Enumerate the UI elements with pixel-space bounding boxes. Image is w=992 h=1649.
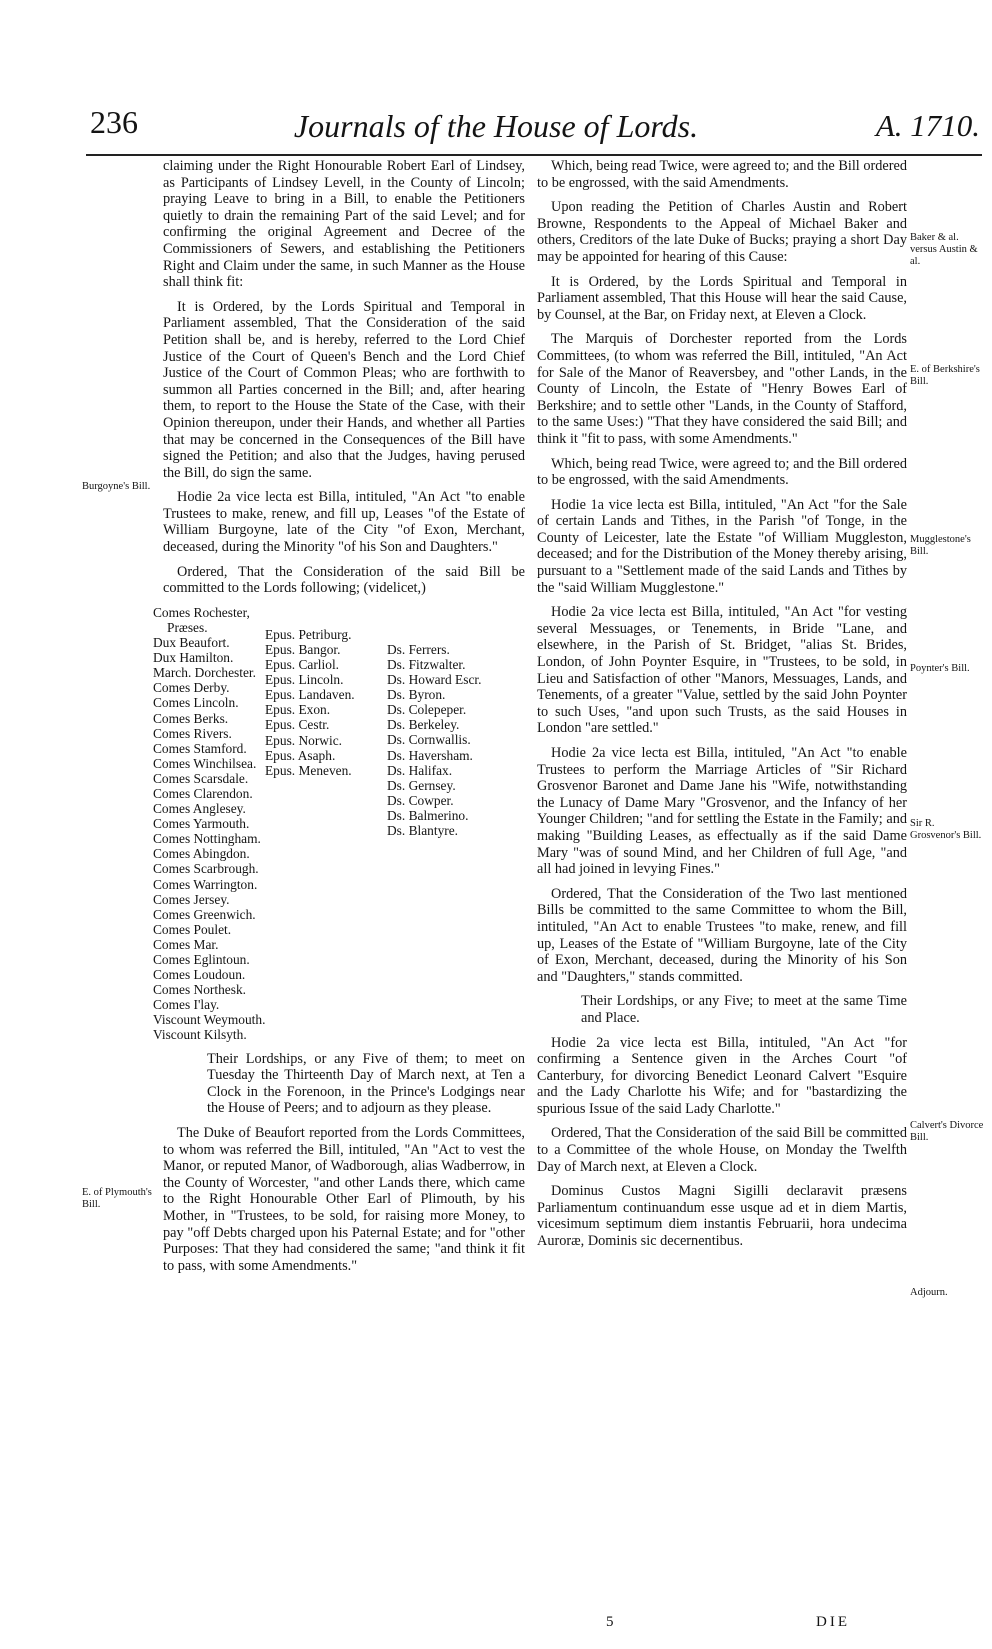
left-column: [153, 158, 525, 1282]
lord-entry: Comes Greenwich.: [153, 906, 256, 922]
year-label: A. 1710.: [875, 108, 980, 143]
lord-entry: Comes Winchilsea.: [153, 755, 257, 771]
margin-note-muggleston: Mugglestone's Bill.: [910, 534, 971, 557]
bishop-entry: Epus. Petriburg.: [265, 626, 352, 642]
bishop-entry: Epus. Cestr.: [265, 717, 330, 733]
lord-entry: Viscount Kilsyth.: [153, 1027, 247, 1043]
margin-note-poynter: Poynter's Bill.: [910, 663, 970, 674]
margin-note-adjourn: Adjourn.: [910, 1287, 948, 1298]
bishop-entry: Epus. Meneven.: [265, 762, 352, 778]
lord-entry: Comes Jersey.: [153, 891, 230, 907]
lords-column-bishops: [265, 605, 387, 1043]
paragraph-agreed-1: Which, being read Twice, were agreed to; and the Bill ordered to be engrossed, with the said Amendments.: [537, 158, 908, 191]
margin-note-plymouth: E. of Plymouth's Bill.: [82, 1187, 152, 1210]
margin-note-berkshire: E. of Berkshire's Bill.: [910, 364, 980, 387]
lord-entry: Viscount Weymouth.: [153, 1012, 266, 1028]
lord-entry: Comes Clarendon.: [153, 785, 253, 801]
lord-entry: Præses.: [167, 619, 208, 635]
paragraph-grosvenor-bill: Hodie 2a vice lecta est Billa, intituled, "An Act "to enable Trustees to perform the Marriage Articles of "Sir Richard Grosvenor Baronet and Dame Jane his "Wife, notwithstanding the Lunacy of Dame Mary "Grosvenor, and the Infancy of her Younger Children; "and for settling the Estate in the Family; and making "Building Leases, as effectually as if the said Dame Mary "was of sound Mind, and her Children of full Age, "and all had joined in levying Fines.": [537, 745, 907, 878]
paragraph-hearing-order: It is Ordered, by the Lords Spiritual and Temporal in Parliament assembled, That this House will hear the said Cause, by Counsel, at the Bar, on Friday next, at Eleven a Clock.: [537, 273, 907, 323]
paragraph-burgoyne-bill: Hodie 2a vice lecta est Billa, intituled, "An Act "to enable Trustees to make, renew, and fill up, Leases "of the Estate of William Burgoyne, late of the City "of Exon, Merchant, deceased, during the Minority "of his Son and Daughters.": [163, 489, 525, 556]
paragraph-muggleston-bill: Hodie 1a vice lecta est Billa, intituled, "An Act "for the Sale of certain Lands and Tithes, in the Parish "of Tonge, in the County of Leicester, late the Estate "of William Muggleston, deceased; and for the Distribution of the Money thereby arising, pursuant to a "Settlement made of the said Lands and Tithes by the "said William Mugglestone.": [537, 496, 907, 596]
catchword: DIE: [816, 1614, 850, 1630]
signature-mark: 5: [606, 1614, 614, 1630]
paragraph-meeting: Their Lordships, or any Five of them; to meet on Tuesday the Thirteenth Day of March next, at Ten a Clock in the Forenoon, in the Prince's Lodgings near the House of Peers; and to adjourn as they please.: [207, 1050, 525, 1117]
paragraph-committed-order: Ordered, That the Consideration of the Two last mentioned Bills be committed to the same Committee to whom the Bill, intituled, "An Act to enable Trustees "to make, renew, and fill up, Leases of the Estate of "William Burgoyne, late of the City of Exon, Merchant, deceased, during the Minority of his Son and "Daughters," stands committed.: [537, 885, 907, 985]
bishop-entry: Epus. Carliol.: [265, 657, 340, 673]
paragraph-meeting-2: Their Lordships, or any Five; to meet at the same Time and Place.: [581, 993, 907, 1026]
lord-entry: Comes Rochester,: [153, 604, 250, 620]
lords-column-barons: [387, 605, 507, 1043]
baron-entry: Ds. Halifax.: [387, 762, 453, 778]
baron-entry: Ds. Berkeley.: [387, 717, 460, 733]
lord-entry: Comes Warrington.: [153, 876, 258, 892]
lord-entry: Comes Derby.: [153, 680, 230, 696]
baron-entry: Ds. Cowper.: [387, 792, 454, 808]
paragraph-calvert-bill: Hodie 2a vice lecta est Billa, intituled, "An Act "for confirming a Sentence given in the Arches Court "of Canterbury, for divorcing Benedict Leonard Calvert "Esquire and the Lady Charlotte his Wife; and for "bastardizing the spurious Issue of the said Lady Charlotte.": [537, 1034, 907, 1117]
lord-entry: Comes Northesk.: [153, 982, 246, 998]
paragraph-committee-order: Ordered, That the Consideration of the said Bill be committed to the Lords following; (videlicet,): [163, 563, 525, 597]
committee-lords-list: [153, 605, 525, 1043]
baron-entry: Ds. Gernsey.: [387, 777, 456, 793]
baron-entry: Ds. Balmerino.: [387, 807, 469, 823]
lords-column-temporal: [153, 605, 265, 1043]
lord-entry: Dux Hamilton.: [153, 650, 234, 666]
lord-entry: Comes Lincoln.: [153, 695, 239, 711]
lord-entry: Comes Yarmouth.: [153, 816, 250, 832]
bishop-entry: Epus. Bangor.: [265, 641, 341, 657]
lord-entry: Comes I'lay.: [153, 997, 220, 1013]
bishop-entry: Epus. Lincoln.: [265, 672, 344, 688]
lord-entry: Comes Loudoun.: [153, 967, 246, 983]
paragraph-poynter-bill: Hodie 2a vice lecta est Billa, intituled, "An Act "for vesting several Messuages, or Tenements, in Bride "Lane, and elsewhere, in the Parish of St. Bridget, "alias St. Brides, London, of John Poynter Esquire, in "Trustees, to be sold, in Lieu and Satisfaction of other "Manors, Messuages, Lands, and Tenements, of a greater "Value, settled by the said John Poynter to such Uses, "and upon such Trusts, as the said Houses in London "are settled.": [537, 604, 907, 737]
journal-title: Journals of the House of Lords.: [293, 108, 699, 144]
page-header: [0, 104, 992, 154]
baron-entry: Ds. Fitzwalter.: [387, 656, 466, 672]
header-rule: [86, 154, 982, 156]
paragraph-agreed-2: Which, being read Twice, were agreed to; and the Bill ordered to be engrossed, with the said Amendments.: [537, 455, 908, 489]
margin-note-burgoyne: Burgoyne's Bill.: [82, 481, 151, 492]
lord-entry: March. Dorchester.: [153, 665, 256, 681]
paragraph-petition: claiming under the Right Honourable Robert Earl of Lindsey, as Participants of Lindsey Levell, in the County of Lincoln; praying Leave to bring in a Bill, to enable the Petitioners quietly to drain the remaining Part of the said Level; and for confirming the original Agreement and Decree of the Commissioners of Sewers, and establishing the Petitioners Right and Claim under the same, in such Manner as the House shall think fit:: [163, 158, 525, 291]
paragraph-adjournment: Dominus Custos Magni Sigilli declaravit præsens Parliamentum continuandum esse usque ad et in diem Martis, vicesimum septimum diem instantis Februarii, hora undecima Auroræ, Dominis sic decernentibus.: [537, 1183, 907, 1250]
page-number: 236: [90, 104, 138, 140]
margin-note-grosvenor: Sir R. Grosvenor's Bill.: [910, 818, 982, 841]
right-column: [537, 158, 907, 1258]
baron-entry: Ds. Colepeper.: [387, 702, 467, 718]
paragraph-plymouth-report: The Duke of Beaufort reported from the Lords Committees, to whom was referred the Bill, intituled, "An "Act to vest the Manor, or reputed Manor, of Wadborough, alias Wadberrow, in the County of Worcester, "and other Lands there, which came to the Right Honourable Other Earl of Plimouth, by his Mother, in "Trustees, to be sold, for raising more Money, to pay "off Debts charged upon his Paternal Estate; and for "other Purposes: That they had considered the same; "and think it fit to pass, with some Amendments.": [163, 1124, 525, 1274]
lord-entry: Comes Eglintoun.: [153, 952, 250, 967]
baron-entry: Ds. Howard Escr.: [387, 672, 482, 688]
lord-entry: Comes Berks.: [153, 710, 229, 726]
lord-entry: Comes Abingdon.: [153, 846, 250, 862]
baron-entry: Ds. Byron.: [387, 687, 446, 703]
paragraph-austin-petition: Upon reading the Petition of Charles Austin and Robert Browne, Respondents to the Appeal of Michael Baker and others, Creditors of the late Duke of Bucks; praying a short Day may be appointed for hearing of this Cause:: [537, 199, 907, 265]
lord-entry: Comes Anglesey.: [153, 801, 246, 817]
baron-entry: Ds. Cornwallis.: [387, 732, 471, 748]
lord-entry: Comes Nottingham.: [153, 831, 261, 847]
bishop-entry: Epus. Asaph.: [265, 747, 336, 763]
paragraph-order-judges: It is Ordered, by the Lords Spiritual and Temporal in Parliament assembled, That the Consideration of the said Petition shall be, and is hereby, referred to the Lord Chief Justice of the Court of Queen's Bench and the Lord Chief Justice of the Court of Common Pleas; who are forthwith to summon all Parties concerned in the Bill; and, after hearing them, to report to the House the State of the Case, with their Opinion thereupon, under their Hands, and whether all Parties that may be concerned in the Consequences of the Bill have signed the Petition; and also that the Judges, having perused the Bill, do sign the same.: [163, 298, 525, 481]
baron-entry: Ds. Ferrers.: [387, 641, 450, 657]
bishop-entry: Epus. Exon.: [265, 702, 331, 718]
lord-entry: Dux Beaufort.: [153, 635, 230, 651]
bishop-entry: Epus. Norwic.: [265, 732, 342, 748]
lord-entry: Comes Scarsdale.: [153, 770, 249, 786]
lord-entry: Comes Stamford.: [153, 740, 247, 756]
bishop-entry: Epus. Landaven.: [265, 687, 355, 703]
lord-entry: Comes Scarbrough.: [153, 861, 259, 877]
margin-note-calvert: Calvert's Divorce Bill.: [910, 1120, 984, 1143]
margin-note-baker: Baker & al. versus Austin & al.: [910, 232, 978, 267]
lord-entry: Comes Rivers.: [153, 725, 232, 741]
paragraph-berkshire-report: The Marquis of Dorchester reported from the Lords Committees, (to whom was referred the Bill, intituled, "An Act for Sale of the Manor of Reaversbey, and "other Lands, in the County of Lincoln, the Estate of "Henry Bowes Earl of Berkshire; and to settle other "Lands, in the County of Stafford, to the same Uses:) "That they have considered the said Bill; and think it "fit to pass, with some Amendments.": [537, 331, 907, 447]
lord-entry: Comes Poulet.: [153, 921, 232, 937]
lord-entry: Comes Mar.: [153, 936, 219, 952]
baron-entry: Ds. Blantyre.: [387, 822, 459, 838]
paragraph-whole-house-order: Ordered, That the Consideration of the said Bill be committed to a Committee of the whole House, on Monday the Twelfth Day of March next, at Eleven a Clock.: [537, 1125, 907, 1175]
baron-entry: Ds. Haversham.: [387, 747, 473, 763]
